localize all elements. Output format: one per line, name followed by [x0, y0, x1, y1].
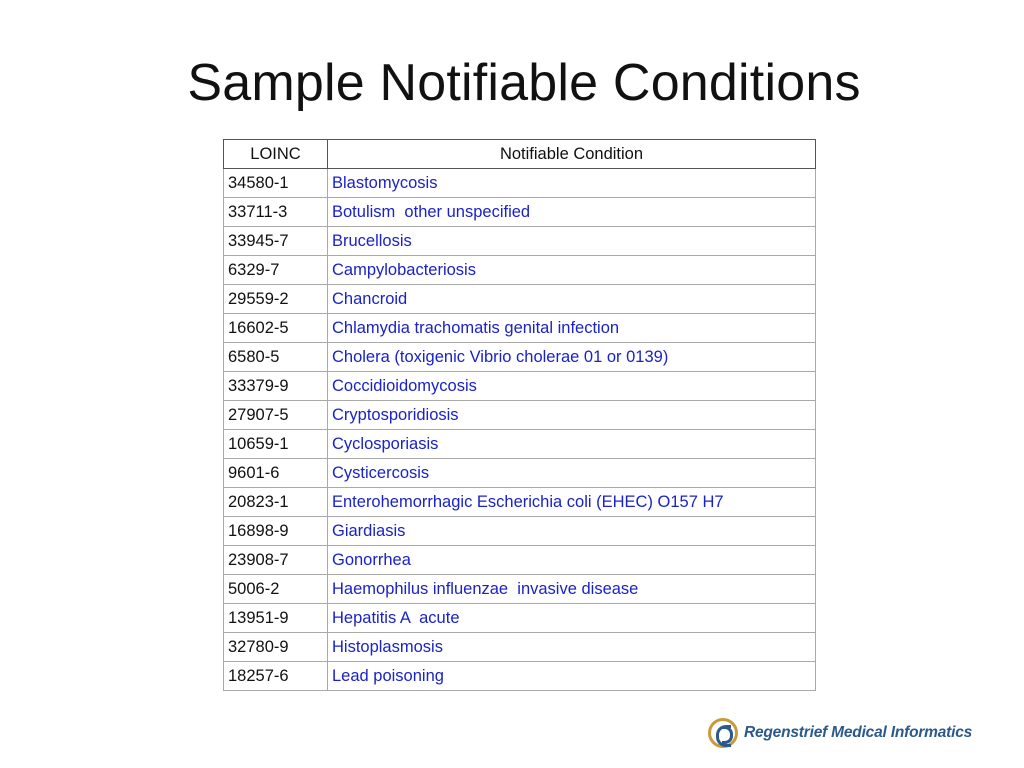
loinc-code-cell: 5006-2 [224, 575, 328, 604]
loinc-code-cell: 33379-9 [224, 372, 328, 401]
loinc-code-cell: 18257-6 [224, 662, 328, 691]
condition-name-cell: Giardiasis [328, 517, 816, 546]
loinc-code-cell: 23908-7 [224, 546, 328, 575]
table-row [224, 430, 816, 459]
loinc-code-cell: 10659-1 [224, 430, 328, 459]
table-row [224, 285, 816, 314]
table-row [224, 256, 816, 285]
table-row [224, 401, 816, 430]
condition-name-cell: Cyclosporiasis [328, 430, 816, 459]
condition-name-cell: Blastomycosis [328, 169, 816, 198]
loinc-code-cell: 33711-3 [224, 198, 328, 227]
table-row [224, 604, 816, 633]
table-header-row [224, 140, 816, 169]
logo-text: Regenstrief Medical Informatics [744, 724, 973, 741]
notifiable-conditions-table [223, 139, 816, 691]
condition-name-cell: Enterohemorrhagic Escherichia coli (EHEC) O157 H7 [328, 488, 816, 517]
loinc-code-cell: 20823-1 [224, 488, 328, 517]
loinc-code-cell: 6580-5 [224, 343, 328, 372]
table-body [224, 169, 816, 691]
table-row [224, 227, 816, 256]
loinc-code-cell: 34580-1 [224, 169, 328, 198]
slide-title: Sample Notifiable Conditions [187, 54, 861, 112]
condition-name-cell: Hepatitis A acute [328, 604, 816, 633]
table-row [224, 343, 816, 372]
table-row [224, 459, 816, 488]
loinc-code-cell: 16898-9 [224, 517, 328, 546]
loinc-code-cell: 33945-7 [224, 227, 328, 256]
table-row [224, 372, 816, 401]
condition-name-cell: Histoplasmosis [328, 633, 816, 662]
condition-name-cell: Brucellosis [328, 227, 816, 256]
condition-name-cell: Cryptosporidiosis [328, 401, 816, 430]
header-loinc: LOINC [224, 140, 328, 169]
regenstrief-logo [708, 716, 972, 750]
header-notifiable-condition: Notifiable Condition [328, 140, 816, 169]
table-row [224, 662, 816, 691]
condition-name-cell: Gonorrhea [328, 546, 816, 575]
condition-name-cell: Cysticercosis [328, 459, 816, 488]
condition-name-cell: Coccidioidomycosis [328, 372, 816, 401]
notifiable-conditions-table-wrap [223, 139, 816, 691]
loinc-code-cell: 13951-9 [224, 604, 328, 633]
condition-name-cell: Lead poisoning [328, 662, 816, 691]
table-row [224, 488, 816, 517]
table-row [224, 546, 816, 575]
loinc-code-cell: 6329-7 [224, 256, 328, 285]
condition-name-cell: Chancroid [328, 285, 816, 314]
condition-name-cell: Chlamydia trachomatis genital infection [328, 314, 816, 343]
loinc-code-cell: 16602-5 [224, 314, 328, 343]
condition-name-cell: Botulism other unspecified [328, 198, 816, 227]
condition-name-cell: Cholera (toxigenic Vibrio cholerae 01 or 0139) [328, 343, 816, 372]
loinc-code-cell: 29559-2 [224, 285, 328, 314]
loinc-code-cell: 9601-6 [224, 459, 328, 488]
loinc-code-cell: 27907-5 [224, 401, 328, 430]
regenstrief-logo-icon [708, 718, 738, 748]
table-row [224, 575, 816, 604]
table-row [224, 633, 816, 662]
table-row [224, 314, 816, 343]
table-row [224, 169, 816, 198]
loinc-code-cell: 32780-9 [224, 633, 328, 662]
table-row [224, 517, 816, 546]
condition-name-cell: Campylobacteriosis [328, 256, 816, 285]
condition-name-cell: Haemophilus influenzae invasive disease [328, 575, 816, 604]
table-row [224, 198, 816, 227]
